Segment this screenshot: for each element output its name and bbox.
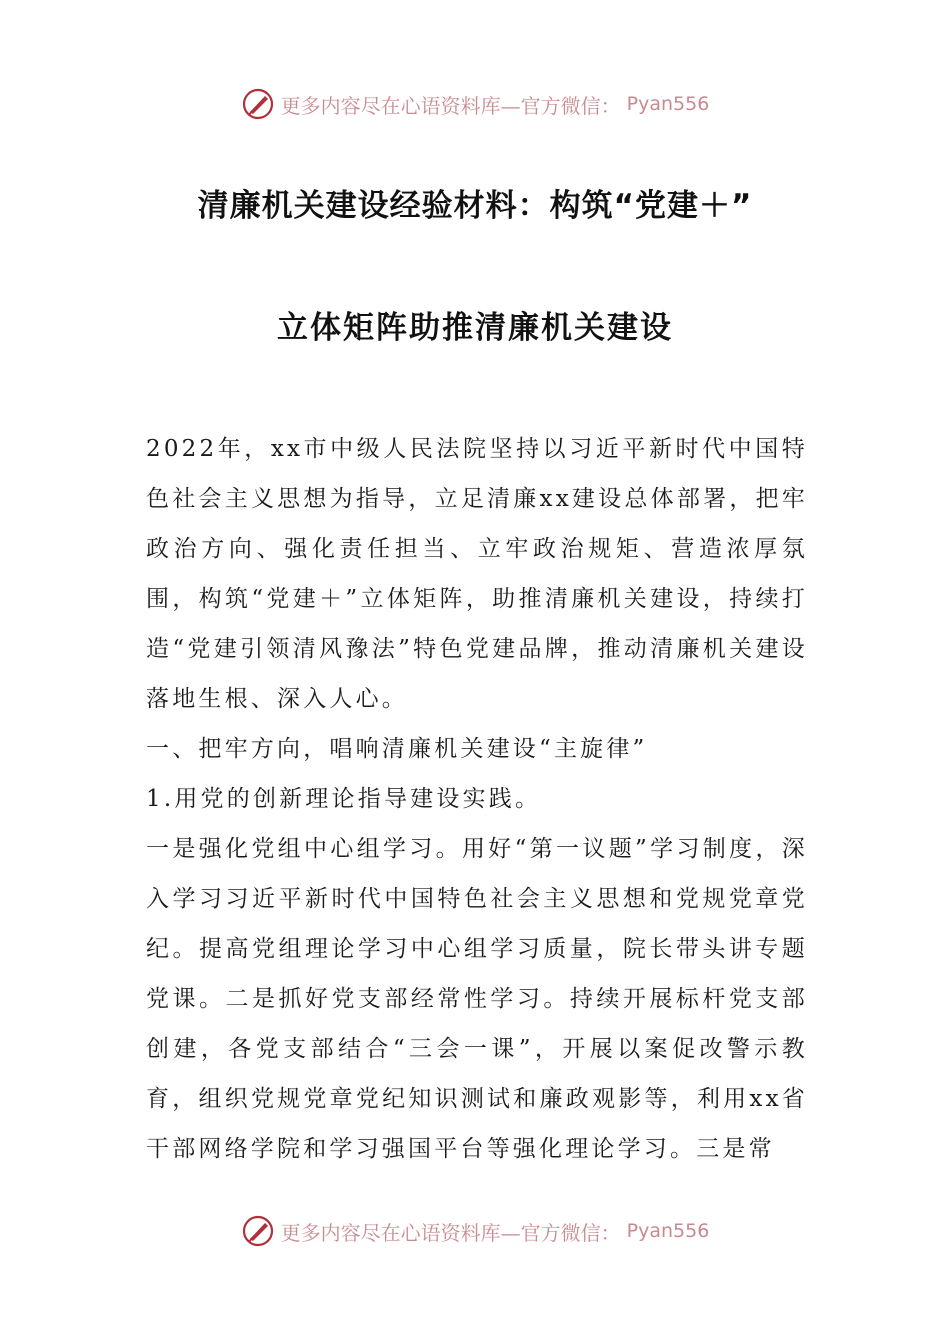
section-heading: 一、把牢方向，唱响清廉机关建设“主旋律” [146,736,648,762]
document-title-line-2: 立体矩阵助推清廉机关建设 [277,310,673,346]
document-body [146,424,808,1174]
paragraph-body: 一是强化党组中心组学习。用好“第一议题”学习制度，深入学习习近平新时代中国特色社会主义思想和党规党章党纪。提高党组理论学习中心组学习质量，院长带头讲专题党课。二是抓好党支部经常性学习。持续开展标杆党支部创建，各党支部结合“三会一课”，开展以案促改警示教育，组织党规党章党纪知识测试和廉政观影等，利用xx省干部网络学院和学习强国平台等强化理论学习。三是常 [146,836,808,1162]
quill-logo-icon [241,87,275,121]
paragraph-intro: 2022年，xx市中级人民法院坚持以习近平新时代中国特色社会主义思想为指导，立足清廉xx建设总体部署，把牢政治方向、强化责任担当、立牢政治规矩、营造浓厚氛围，构筑“党建＋”立体矩阵，助推清廉机关建设，持续打造“党建引领清风豫法”特色党建品牌，推动清廉机关建设落地生根、深入人心。 [146,436,808,712]
watermark-wechat-id: Pyan556 [626,1220,710,1242]
watermark-text: 更多内容尽在心语资料库—官方微信： [280,1220,621,1245]
quill-logo-icon [241,1214,275,1248]
watermark-wechat-id: Pyan556 [626,93,710,115]
document-title-line-1: 清廉机关建设经验材料：构筑“党建＋” [197,188,753,224]
watermark-footer [0,1211,950,1251]
subsection-heading: 1.用党的创新理论指导建设实践。 [146,786,542,812]
watermark-text: 更多内容尽在心语资料库—官方微信： [280,93,621,118]
watermark-header [0,84,950,124]
